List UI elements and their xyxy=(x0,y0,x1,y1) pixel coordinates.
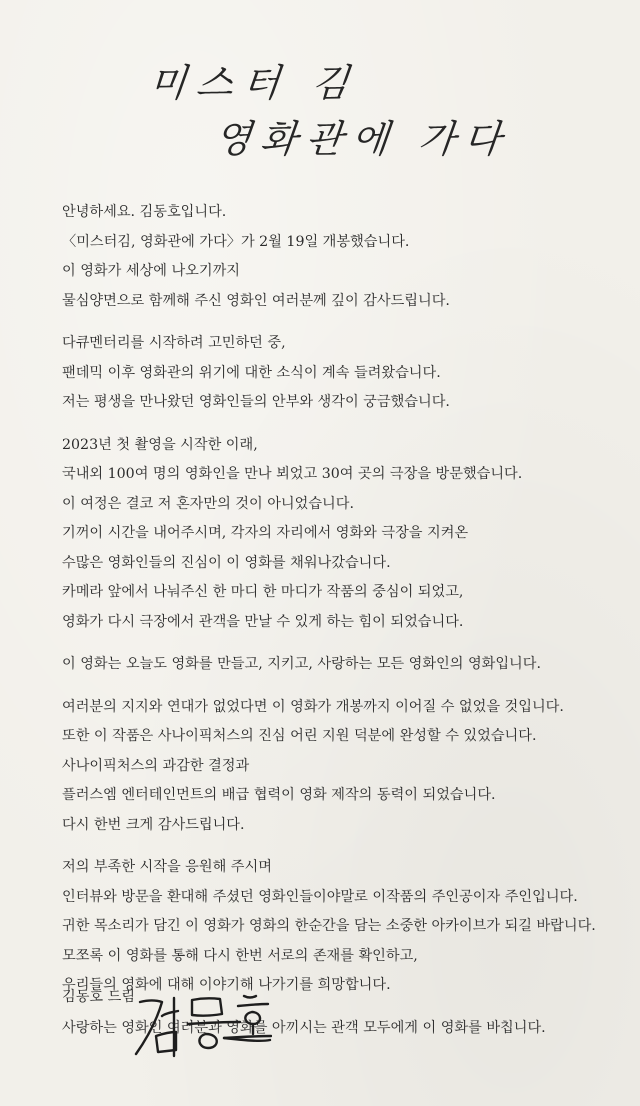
paragraph xyxy=(62,650,622,680)
title-line-1: 미스터 김 xyxy=(147,61,361,105)
paragraph-line: 물심양면으로 함께해 주신 영화인 여러분께 깊이 감사드립니다. xyxy=(62,292,450,309)
paragraph-line: 다큐멘터리를 시작하려 고민하던 중, xyxy=(62,335,286,351)
paragraph-line: 여러분의 지지와 연대가 없었다면 이 영화가 개봉까지 이어질 수 없었을 것입니다. xyxy=(62,698,564,715)
paragraph-line: 팬데믹 이후 영화관의 위기에 대한 소식이 계속 들려왔습니다. xyxy=(62,364,441,381)
paragraph-line: 다시 한번 크게 감사드립니다. xyxy=(62,816,245,833)
paragraph-line: 또한 이 작품은 사나이픽처스의 진심 어린 지원 덕분에 완성할 수 있었습니다. xyxy=(62,728,537,744)
paragraph-line: 카메라 앞에서 나눠주신 한 마디 한 마디가 작품의 중심이 되었고, xyxy=(62,584,464,600)
paragraph-line: 국내외 100여 명의 영화인을 만나 뵈었고 30여 곳의 극장을 방문했습니다. xyxy=(62,466,523,482)
paragraph-line: 영화가 다시 극장에서 관객을 만날 수 있게 하는 힘이 되었습니다. xyxy=(62,613,464,630)
paragraph xyxy=(62,693,622,841)
handwritten-title xyxy=(0,0,640,200)
paragraph-line: 안녕하세요. 김동호입니다. xyxy=(62,204,227,220)
paragraph-line: 사나이픽처스의 과감한 결정과 xyxy=(62,757,250,774)
paragraph-line: 이 영화가 세상에 나오기까지 xyxy=(62,263,240,279)
paragraph xyxy=(62,853,622,1001)
paragraph xyxy=(62,198,622,316)
paragraph-line: 기꺼이 시간을 내어주시며, 각자의 자리에서 영화와 극장을 지켜온 xyxy=(62,525,469,541)
paragraph-line: 저는 평생을 만나왔던 영화인들의 안부와 생각이 궁금했습니다. xyxy=(62,394,450,410)
paragraph-line: 이 영화는 오늘도 영화를 만들고, 지키고, 사랑하는 모든 영화인의 영화입니다. xyxy=(62,656,541,672)
paragraph-line: 수많은 영화인들의 진심이 이 영화를 채워나갔습니다. xyxy=(62,554,391,571)
signature-block xyxy=(62,986,362,1066)
paragraph-line: 인터뷰와 방문을 환대해 주셨던 영화인들이야말로 이작품의 주인공이자 주인입니다. xyxy=(62,888,578,905)
handwritten-signature xyxy=(92,986,272,1066)
paragraph xyxy=(62,329,622,418)
letter-body xyxy=(62,198,622,1056)
paragraph-line: 이 여정은 결코 저 혼자만의 것이 아니었습니다. xyxy=(62,495,354,512)
paragraph-line: 저의 부족한 시작을 응원해 주시며 xyxy=(62,859,272,875)
paragraph-line: 〈미스터김, 영화관에 가다〉가 2월 19일 개봉했습니다. xyxy=(62,233,410,250)
paragraph-line: 사랑하는 영화인 여러분과 영화를 아끼시는 관객 모두에게 이 영화를 바칩니다. xyxy=(62,1019,546,1036)
paragraph xyxy=(62,431,622,638)
paragraph-line: 2023년 첫 촬영을 시작한 이래, xyxy=(62,436,258,453)
signature-label: 김동호 드림 xyxy=(62,989,136,1005)
paragraph-line: 귀한 목소리가 담긴 이 영화가 영화의 한순간을 담는 소중한 아카이브가 되길 바랍니다. xyxy=(62,918,596,934)
title-line-2: 영화관에 가다 xyxy=(212,117,513,161)
paragraph-line: 플러스엠 엔터테인먼트의 배급 협력이 영화 제작의 동력이 되었습니다. xyxy=(62,787,496,803)
paragraph-line: 모쪼록 이 영화를 통해 다시 한번 서로의 존재를 확인하고, xyxy=(62,947,418,964)
paragraph-line: 우리들의 영화에 대해 이야기해 나가기를 희망합니다. xyxy=(62,977,391,993)
